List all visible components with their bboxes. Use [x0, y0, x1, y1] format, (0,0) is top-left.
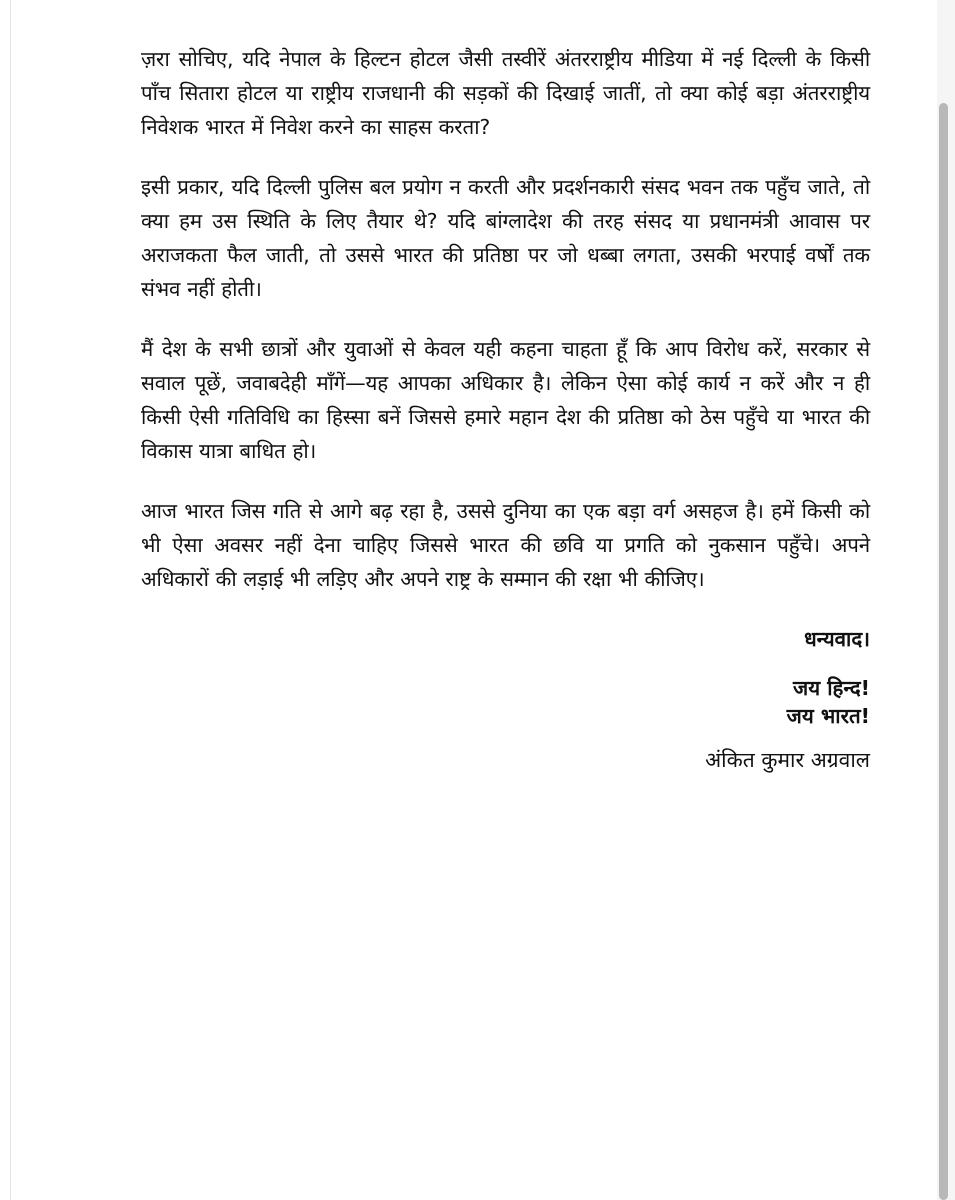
paragraph-3: मैं देश के सभी छात्रों और युवाओं से केवल यही कहना चाहता हूँ कि आप विरोध करें, सरकार से सवाल पूछें, जवाबदेही माँगें—यह आपका अधिकार है। लेकिन ऐसा कोई कार्य न करें और न ही किसी ऐसी गतिविधि का हिस्सा बनें जिससे हमारे महान देश की प्रतिष्ठा को ठेस पहुँचे या भारत की विकास यात्रा बाधित हो।: [141, 337, 870, 463]
page-edge-divider: [10, 0, 11, 1200]
closing-thanks: धन्यवाद।: [804, 627, 870, 651]
paragraph-4: आज भारत जिस गति से आगे बढ़ रहा है, उससे दुनिया का एक बड़ा वर्ग असहज है। हमें किसी को भी ऐसा अवसर नहीं देना चाहिए जिससे भारत की छवि या प्रगति को नुकसान पहुँचे। अपने अधिकारों की लड़ाई भी लड़िए और अपने राष्ट्र के सम्मान की रक्षा भी कीजिए।: [141, 499, 870, 591]
letter-body: [141, 42, 870, 622]
paragraph-1: ज़रा सोचिए, यदि नेपाल के हिल्टन होटल जैसी तस्वीरें अंतरराष्ट्रीय मीडिया में नई दिल्ली के किसी पाँच सितारा होटल या राष्ट्रीय राजधानी की सड़कों की दिखाई जातीं, तो क्या कोई बड़ा अंतरराष्ट्रीय निवेशक भारत में निवेश करने का साहस करता?: [141, 47, 870, 139]
closing-salutations: [787, 674, 870, 730]
paragraph-2: इसी प्रकार, यदि दिल्ली पुलिस बल प्रयोग न करती और प्रदर्शनकारी संसद भवन तक पहुँच जाते, तो क्या हम उस स्थिति के लिए तैयार थे? यदि बांग्लादेश की तरह संसद या प्रधानमंत्री आवास पर अराजकता फैल जाती, तो उससे भारत की प्रतिष्ठा पर जो धब्बा लगता, उसकी भरपाई वर्षों तक संभव नहीं होती।: [141, 175, 870, 301]
author-signature: अंकित कुमार अग्रवाल: [705, 748, 870, 772]
vertical-scrollbar-thumb[interactable]: [939, 103, 948, 1200]
jai-bharat-line: जय भारत!: [786, 704, 870, 728]
jai-hind-line: जय हिन्द!: [792, 676, 870, 700]
